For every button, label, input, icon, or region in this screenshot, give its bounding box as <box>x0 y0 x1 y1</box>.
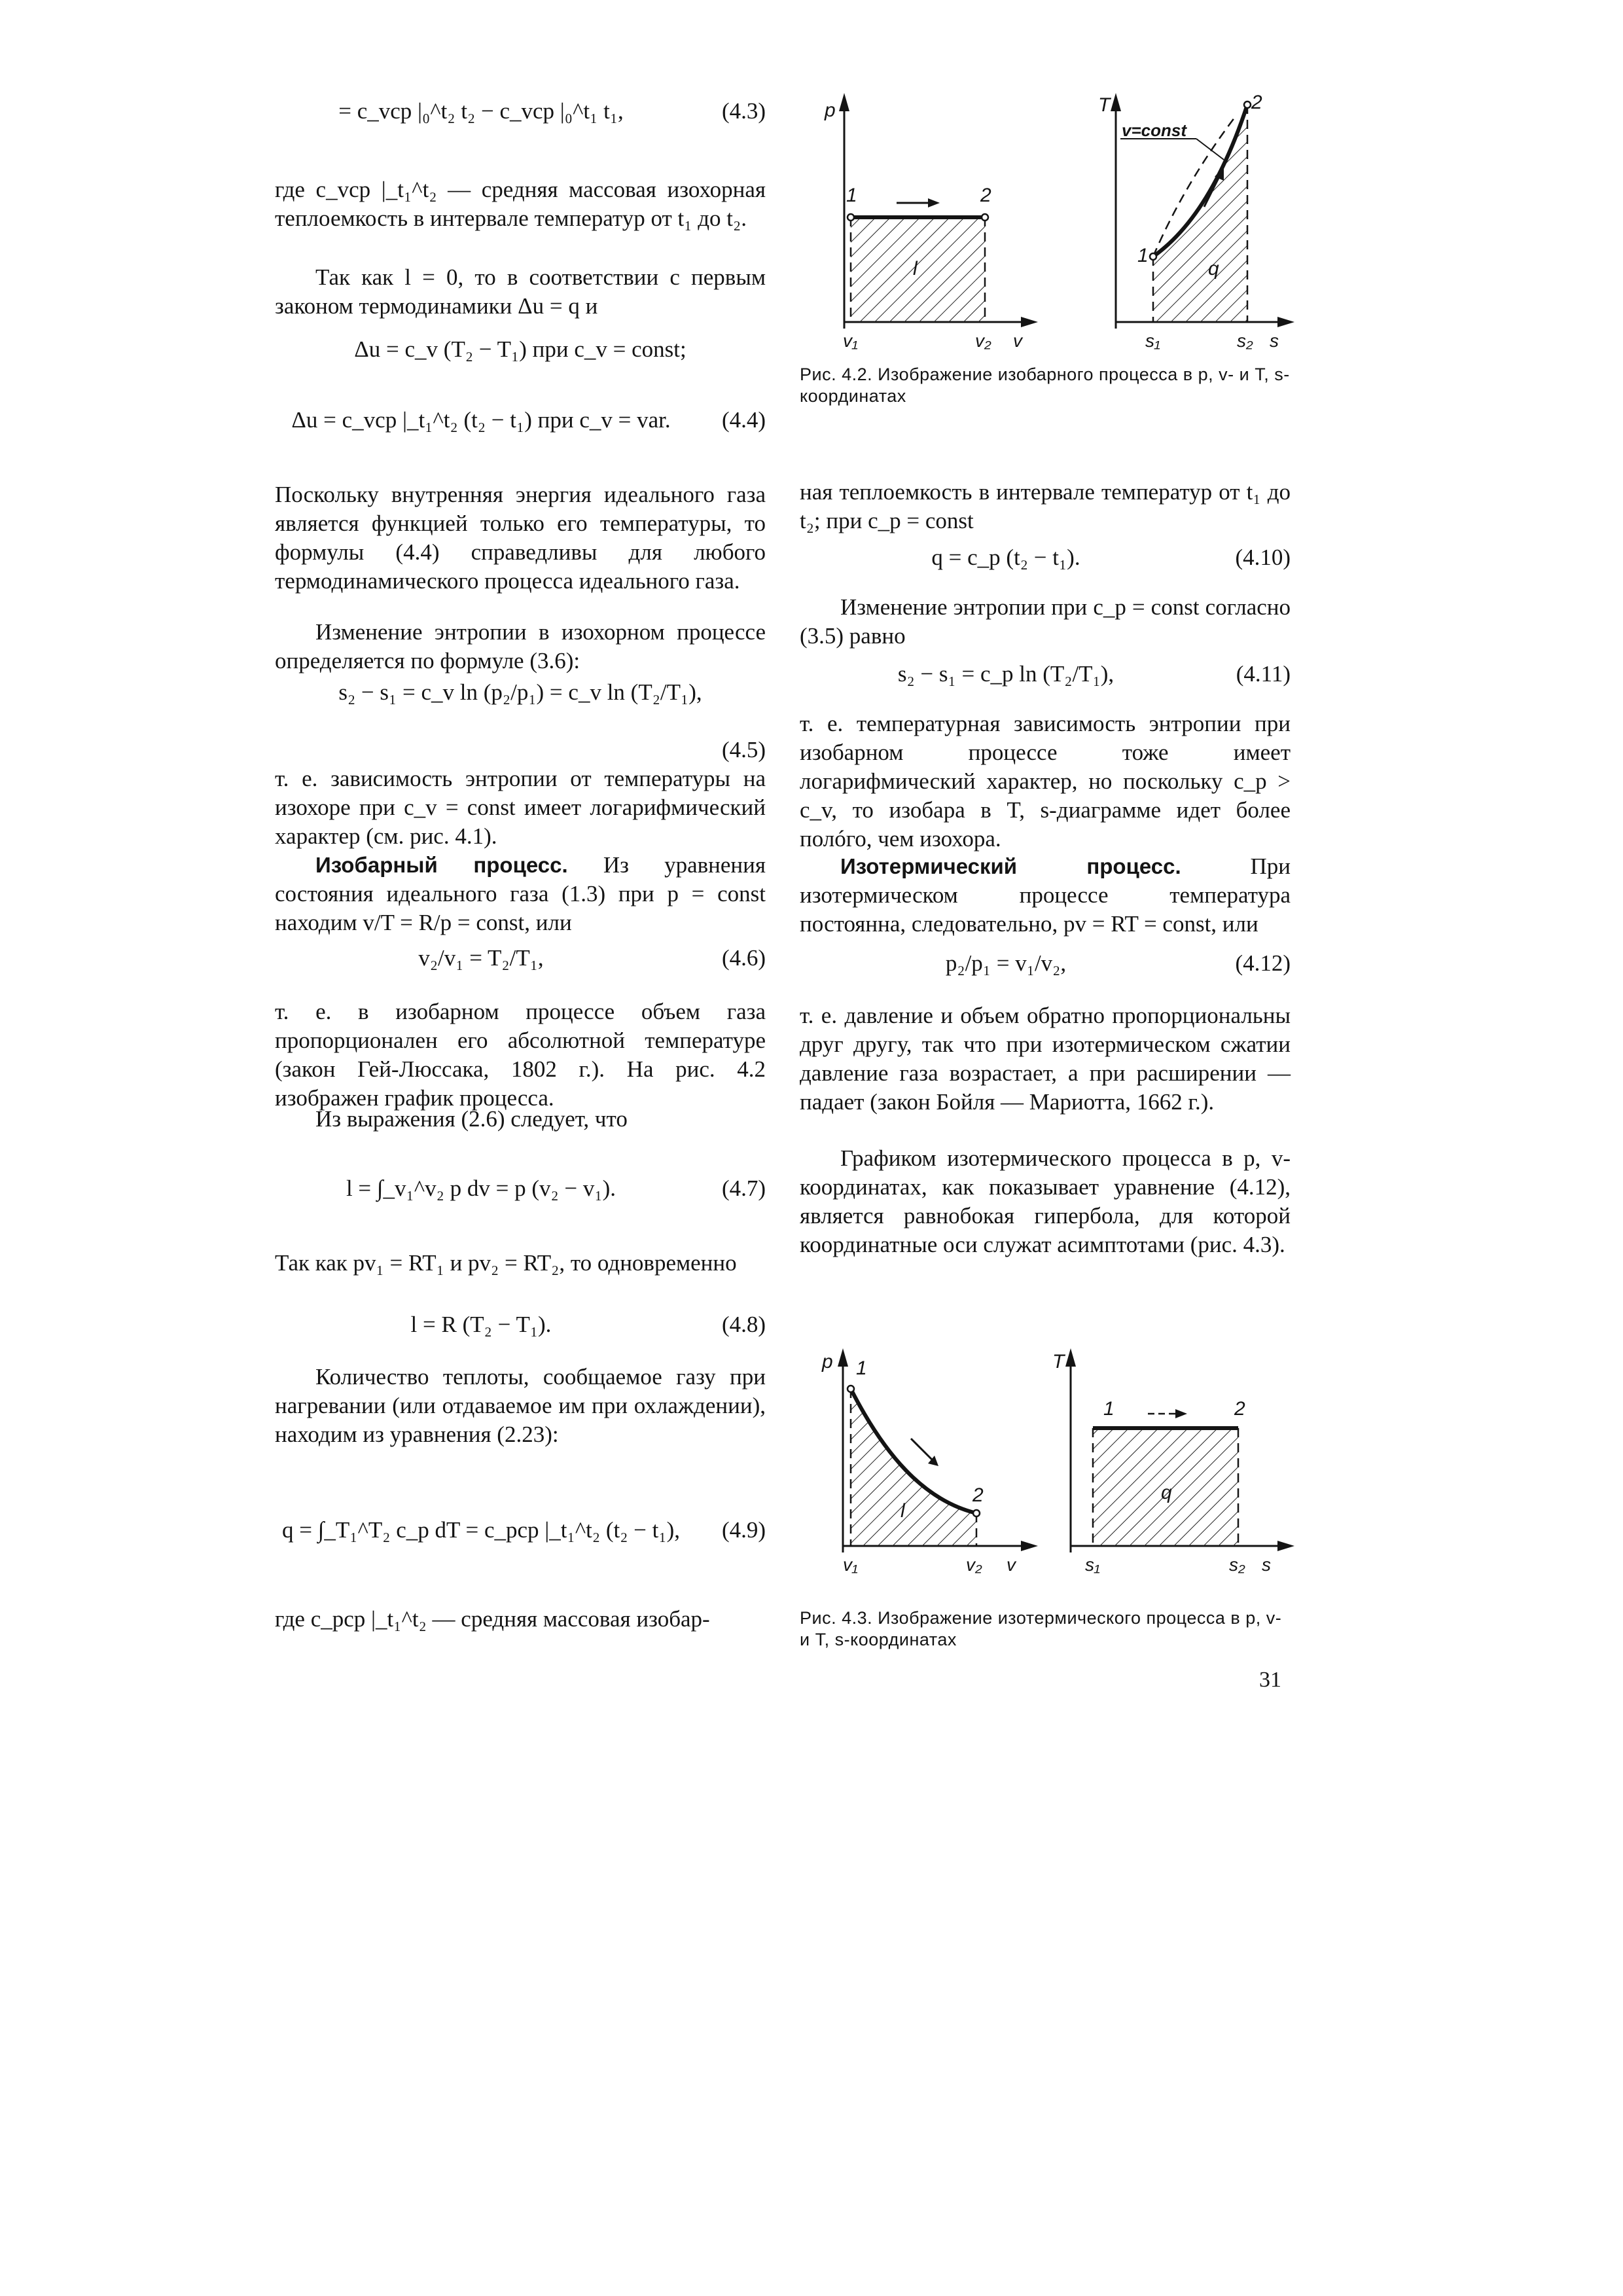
point-marker <box>1150 253 1156 260</box>
equation-number: (4.10) <box>1235 545 1291 570</box>
y-axis-arrow-icon <box>1065 1348 1076 1367</box>
equation-number: (4.6) <box>721 945 766 971</box>
paragraph-text: При изотермическом процессе температура постоянна, следовательно, pv = RT = const, или <box>800 853 1291 937</box>
paragraph: где c_vср |_t₁^t₂ — средняя массовая изохорная теплоемкость в интервале температур от t₁ до t₂. <box>275 177 766 231</box>
equation-number: (4.9) <box>721 1517 766 1543</box>
direction-arrow <box>911 1439 932 1460</box>
point-label: 2 <box>1251 92 1262 113</box>
paragraph: т. е. зависимость энтропии от температуры на изохоре при c_v = const имеет логарифмический характер (см. рис. 4.1). <box>275 766 766 849</box>
equation-text: l = R (T₂ − T₁). <box>410 1312 552 1337</box>
equation-4-12 <box>800 949 1291 978</box>
ts-diagram <box>1098 92 1294 351</box>
work-area <box>851 1389 976 1546</box>
axis-label: s <box>1270 331 1279 351</box>
point-marker <box>982 214 988 221</box>
point-label: 2 <box>980 185 991 206</box>
point-marker <box>973 1510 980 1516</box>
paragraph: т. е. давление и объем обратно пропорциональны друг другу, так что при изотермическом сжатии давление газа возрастает, а при расширении — падает (закон Бойля — Мариотта, 1662 г.). <box>800 1003 1291 1115</box>
paragraph: Изменение энтропии в изохорном процессе определяется по формуле (3.6): <box>275 619 766 673</box>
paragraph: Графиком изотермического процесса в p, v-координатах, как показывает уравнение (4.12), является равнобокая гипербола, для которой координатные оси служат асимптотами (рис. 4.3). <box>800 1145 1291 1257</box>
axis-label: T <box>1098 94 1111 116</box>
paragraph: Изменение энтропии при c_p = const согласно (3.5) равно <box>800 594 1291 649</box>
axis-label: s <box>1262 1554 1271 1575</box>
axis-label: p <box>825 99 836 121</box>
ts-diagram <box>1052 1348 1294 1575</box>
figure-4-2 <box>785 85 1296 373</box>
equation-number: (4.4) <box>721 407 766 433</box>
arrow-icon <box>1175 1409 1187 1418</box>
tick-label: v₁ <box>843 331 858 351</box>
point-label: 1 <box>846 185 857 206</box>
figure-4-2-caption: Рис. 4.2. Изображение изобарного процесса в p, v- и T, s-координатах <box>800 365 1290 406</box>
section-heading: Изотермический процесс. <box>840 854 1181 878</box>
curve-label: v=const <box>1122 120 1186 140</box>
paragraph: Количество теплоты, сообщаемое газу при нагревании (или отдаваемое им при охлаждении), находим из уравнения (2.23): <box>275 1364 766 1447</box>
y-axis-arrow-icon <box>1111 93 1121 111</box>
paragraph: ная теплоемкость в интервале температур от t₁ до t₂; при c_p = const <box>800 479 1291 533</box>
point-label: 2 <box>972 1484 984 1506</box>
equation-text: = c_vср |₀^t₂ t₂ − c_vср |₀^t₁ t₁, <box>338 98 624 124</box>
paragraph: Так как l = 0, то в соответствии с первым законом термодинамики Δu = q и <box>275 264 766 319</box>
equation-number: (4.7) <box>721 1175 766 1201</box>
equation-4-10 <box>800 543 1291 572</box>
paragraph: т. е. в изобарном процессе объем газа пропорционален его абсолютной температуре (закон Гей-Люссака, 1802 г.). На рис. 4.2 изображен график процесса. <box>275 999 766 1111</box>
label-leader <box>1196 139 1224 160</box>
equation-text: v₂/v₁ = T₂/T₁, <box>418 945 544 971</box>
axis-label: v <box>1007 1554 1016 1575</box>
section-heading: Изобарный процесс. <box>315 853 568 877</box>
equation-text: l = ∫_v₁^v₂ p dv = p (v₂ − v₁). <box>346 1175 616 1201</box>
equation-4-6 <box>275 944 766 973</box>
pv-diagram <box>824 93 1038 351</box>
figure-4-3 <box>785 1342 1296 1590</box>
tick-label: s₁ <box>1085 1554 1100 1575</box>
page-number: 31 <box>1259 1668 1281 1692</box>
point-label: 1 <box>1103 1398 1115 1420</box>
tick-label: s₂ <box>1237 331 1253 351</box>
equation-text: s₂ − s₁ = c_p ln (T₂/T₁), <box>897 661 1115 687</box>
figure-4-3-caption: Рис. 4.3. Изображение изотермического процесса в p, v- и T, s-координатах <box>800 1608 1282 1649</box>
axis-label: v <box>1013 331 1022 351</box>
x-axis-arrow-icon <box>1277 317 1294 327</box>
y-axis-arrow-icon <box>839 93 849 111</box>
equation-number: (4.8) <box>721 1312 766 1337</box>
paragraph: Из выражения (2.6) следует, что <box>315 1106 628 1132</box>
equation-4-8 <box>275 1310 766 1339</box>
area-label: q <box>1161 1482 1172 1503</box>
arrow-icon <box>928 198 940 207</box>
paragraph: Поскольку внутренняя энергия идеального газа является функцией только его температуры, то формулы (4.4) справедливы для любого термодинамического процесса идеального газа. <box>275 482 766 594</box>
equation-number: (4.11) <box>1236 661 1291 687</box>
tick-label: s₂ <box>1229 1554 1245 1575</box>
equation-text: p₂/p₁ = v₁/v₂, <box>945 950 1067 976</box>
equation-4-5 <box>275 678 766 707</box>
point-label: 2 <box>1234 1398 1245 1420</box>
equation-text: q = c_p (t₂ − t₁). <box>931 545 1080 570</box>
equation-number: (4.12) <box>1235 950 1291 976</box>
equation-4-3 <box>275 97 766 126</box>
work-area <box>851 217 985 322</box>
x-axis-arrow-icon <box>1277 1541 1294 1551</box>
area-label: q <box>1208 258 1219 279</box>
equation-text: Δu = c_v (T₂ − T₁) при c_v = const; <box>354 336 687 362</box>
equation-text: q = ∫_T₁^T₂ c_p dT = c_pср |_t₁^t₂ (t₂ − t₁), <box>282 1517 680 1543</box>
paragraph <box>800 852 1291 939</box>
equation-text: s₂ − s₁ = c_v ln (p₂/p₁) = c_v ln (T₂/T₁), <box>338 679 702 705</box>
paragraph: где c_pср |_t₁^t₂ — средняя массовая изобар- <box>275 1606 710 1632</box>
area-label: l <box>913 258 918 279</box>
x-axis-arrow-icon <box>1021 1541 1038 1551</box>
point-label: 1 <box>856 1357 867 1379</box>
y-axis-arrow-icon <box>838 1348 848 1367</box>
equation-4-4 <box>275 406 766 435</box>
equation-text: Δu = c_vср |_t₁^t₂ (t₂ − t₁) при c_v = var. <box>291 407 671 433</box>
tick-label: v₂ <box>975 331 991 351</box>
equation-4-9 <box>275 1516 766 1545</box>
paragraph <box>275 851 766 937</box>
axis-label: T <box>1052 1351 1065 1372</box>
pv-diagram <box>821 1348 1038 1575</box>
equation-number: (4.5) <box>721 737 766 762</box>
point-marker <box>847 214 854 221</box>
x-axis-arrow-icon <box>1021 317 1038 327</box>
paragraph: т. е. температурная зависимость энтропии при изобарном процессе тоже имеет логарифмический характер, но поскольку c_p > c_v, то изобара в T, s-диаграмме идет более полóго, чем изохора. <box>800 711 1291 852</box>
equation-4-7 <box>275 1174 766 1203</box>
paragraph-text: Из уравнения состояния идеального газа (1.3) при p = const находим v/T = R/p = const, или <box>275 852 766 935</box>
area-label: l <box>901 1500 905 1522</box>
axis-label: p <box>822 1351 833 1372</box>
point-label: 1 <box>1137 245 1149 266</box>
tick-label: v₂ <box>966 1554 982 1575</box>
point-marker <box>847 1386 854 1392</box>
point-marker <box>1244 101 1251 108</box>
equation <box>275 335 766 364</box>
equation-number: (4.3) <box>721 98 766 124</box>
tick-label: s₁ <box>1145 331 1160 351</box>
tick-label: v₁ <box>843 1554 858 1575</box>
paragraph: Так как pv₁ = RT₁ и pv₂ = RT₂, то одновременно <box>275 1250 737 1276</box>
equation-4-11 <box>800 660 1291 689</box>
